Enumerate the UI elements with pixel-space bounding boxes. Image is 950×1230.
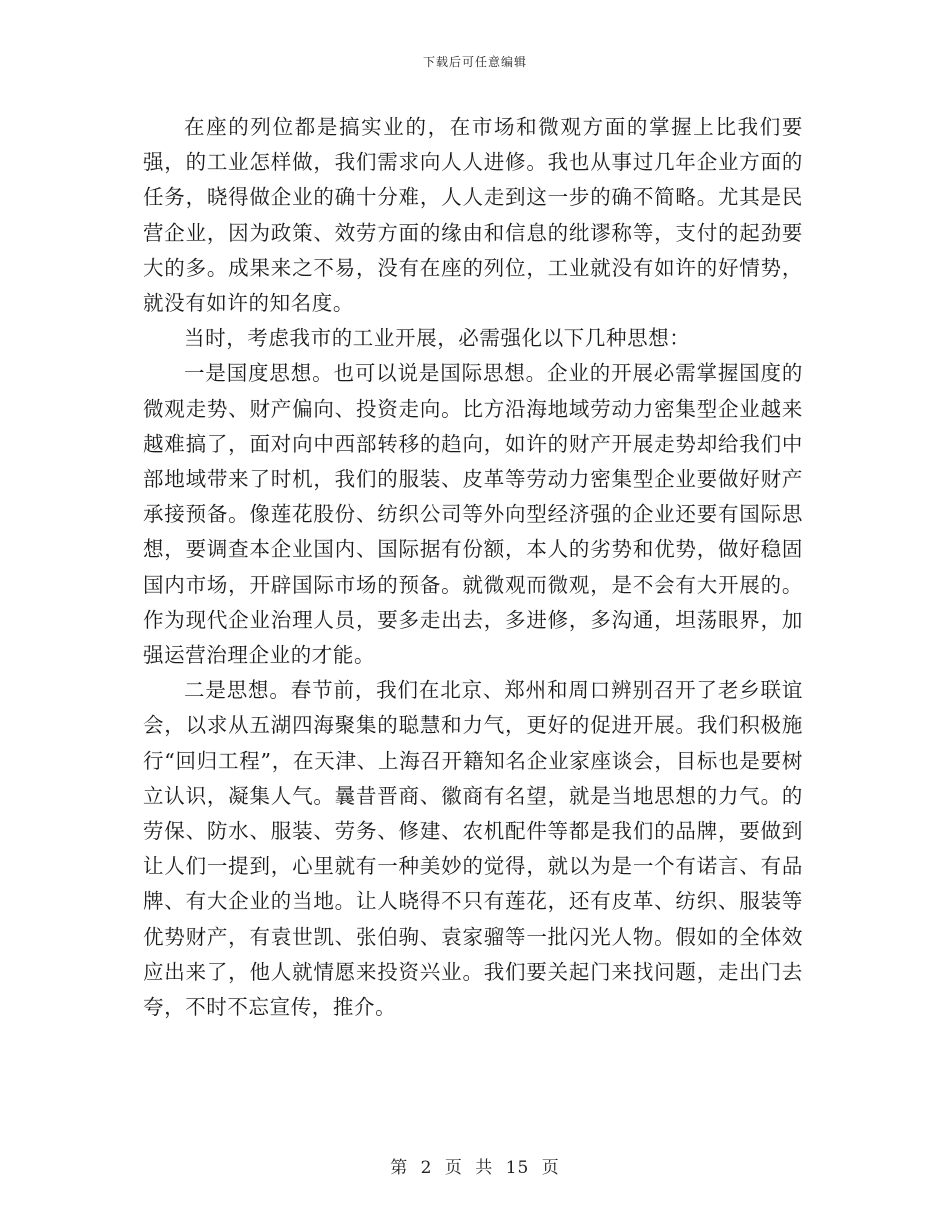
header-note: 下载后可任意编辑 [422, 55, 527, 69]
paragraph: 一是国度思想。也可以说是国际思想。企业的开展必需掌握国度的微观走势、财产偏向、投资走向。比方沿海地域劳动力密集型企业越来越难搞了，面对向中西部转移的趋向，如许的财产开展走势却给我们中部地域带来了时机，我们的服装、皮革等劳动力密集型企业要做好财产承接预备。像莲花股份、纺织公司等外向型经济强的企业还要有国际思想，要调查本企业国内、国际据有份额，本人的劣势和优势，做好稳固国内市场，开辟国际市场的预备。就微观而微观，是不会有大开展的。作为现代企业治理人员，要多走出去，多进修，多沟通，坦荡眼界，加强运营治理企业的才能。 [143, 361, 803, 668]
paragraph: 在座的列位都是搞实业的，在市场和微观方面的掌握上比我们要强，的工业怎样做，我们需求向人人进修。我也从事过几年企业方面的任务，晓得做企业的确十分难，人人走到这一步的确不简略。尤其是民营企业，因为政策、效劳方面的缘由和信息的纰谬称等，支付的起劲要大的多。成果来之不易，没有在座的列位，工业就没有如许的好情势，就没有如许的知名度。 [143, 115, 803, 316]
paragraph: 二是思想。春节前，我们在北京、郑州和周口辨别召开了老乡联谊会，以求从五湖四海聚集的聪慧和力气，更好的促进开展。我们积极施行“回归工程”，在天津、上海召开籍知名企业家座谈会，目标也是要树立认识，凝集人气。曩昔晋商、徽商有名望，就是当地思想的力气。的劳保、防水、服装、劳务、修建、农机配件等都是我们的品牌，要做到让人们一提到，心里就有一种美妙的觉得，就以为是一个有诺言、有品牌、有大企业的当地。让人晓得不只有莲花，还有皮革、纺织、服装等优势财产，有袁世凯、张伯驹、袁家骝等一批闪光人物。假如的全体效应出来了，他人就情愿来投资兴业。我们要关起门来找问题，走出门去夸，不时不忘宣传，推介。 [143, 678, 803, 1020]
document-body [143, 110, 803, 1025]
page-number: 第 2 页 共 15 页 [390, 1158, 560, 1178]
paragraph: 当时，考虑我市的工业开展，必需强化以下几种思想： [184, 326, 691, 351]
